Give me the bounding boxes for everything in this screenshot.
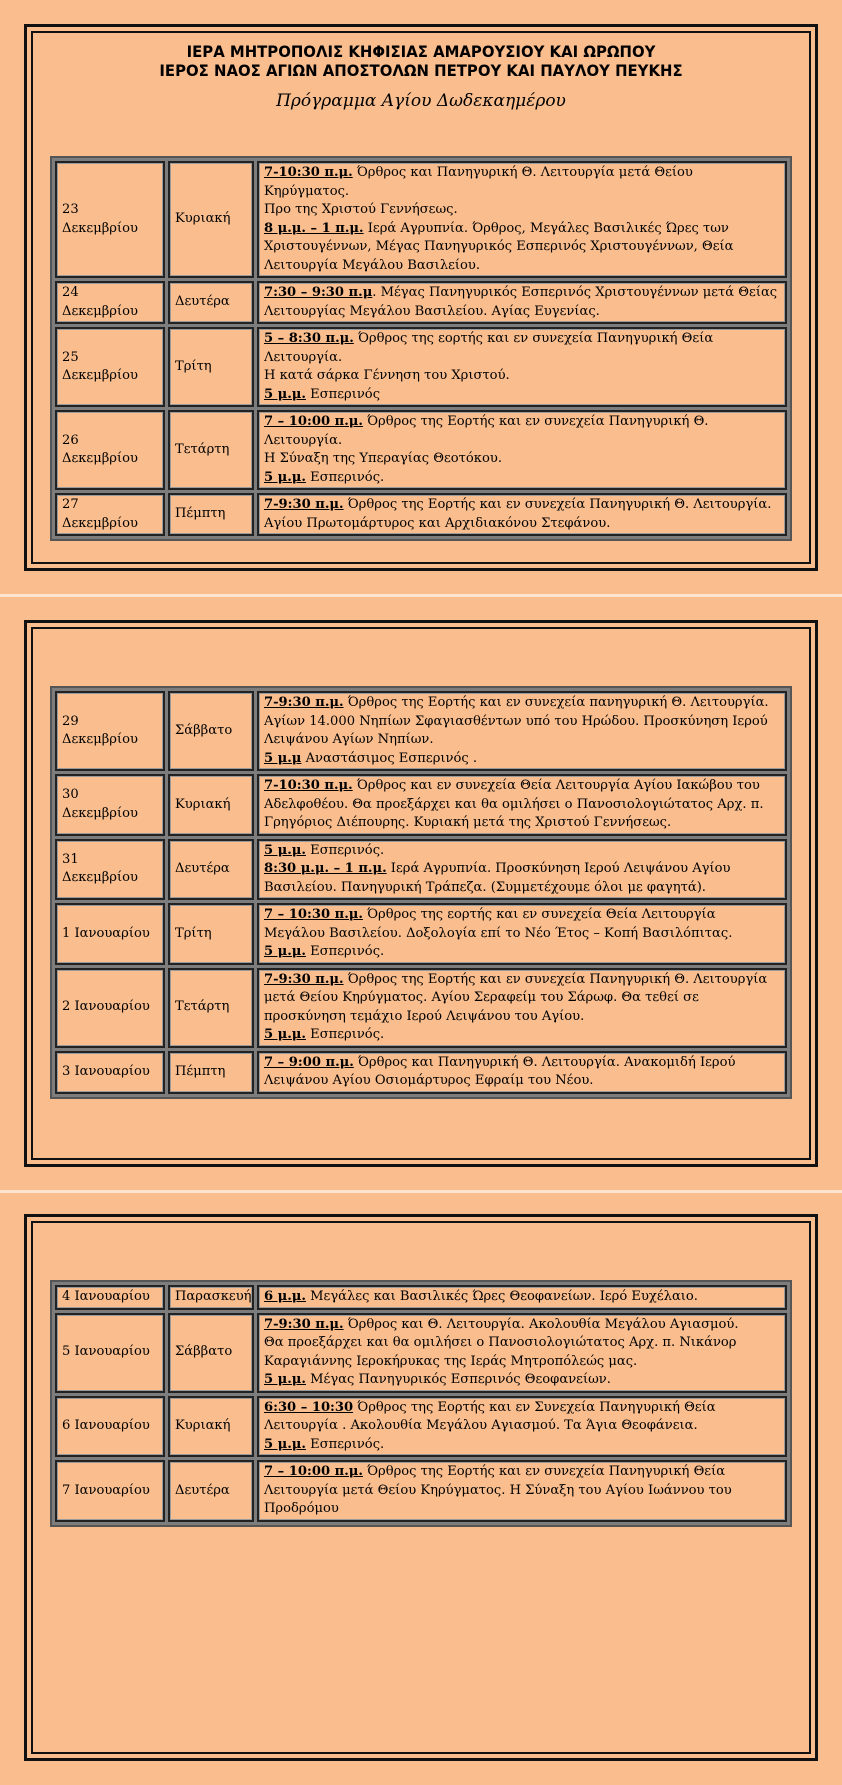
schedule-description	[257, 1396, 787, 1458]
schedule-weekday: Κυριακή	[168, 161, 254, 278]
service-time: 5 μ.μ.	[264, 842, 306, 858]
schedule-row	[55, 493, 787, 536]
church-title: ΙΕΡΟΣ ΝΑΟΣ ΑΓΙΩΝ ΑΠΟΣΤΟΛΩΝ ΠΕΤΡΟΥ ΚΑΙ ΠΑΥΛΟΥ ΠΕΥΚΗΣ	[159, 61, 683, 80]
service-text: Όρθρος της Εορτής και εν συνεχεία Πανηγυρική Θ. Λειτουργία μετά Θείου Κηρύγματος. Αγίου Σεραφείμ του Σάρωφ. Θα τεθεί σε προσκύνηση τεμάχιο Ιερού Λειψάνου του Αγίου.	[264, 971, 768, 1024]
schedule-weekday: Πέμπτη	[168, 493, 254, 536]
service-time: 7-10:30 π.μ.	[264, 165, 353, 180]
schedule-date: 5 Ιανουαρίου	[55, 1313, 165, 1393]
schedule-line	[264, 515, 780, 534]
service-text: Όρθρος και Πανηγυρική Θ. Λειτουργία. Ανακομιδή Ιερού Λειψάνου Αγίου Οσιομάρτυρος Εφραίμ του Νέου.	[264, 1054, 736, 1088]
schedule-table-2	[50, 686, 792, 1099]
service-text: Όρθρος της Εορτής και εν Συνεχεία Πανηγυρική Θεία Λειτουργία . Ακολουθία Μεγάλου Αγιασμού. Τα Άγια Θεοφάνεια.	[264, 1399, 716, 1433]
schedule-row	[55, 1460, 787, 1522]
schedule-row	[55, 281, 787, 324]
schedule-line	[264, 496, 780, 515]
service-time: 5 μ.μ.	[264, 1436, 306, 1452]
schedule-date: 6 Ιανουαρίου	[55, 1396, 165, 1458]
schedule-line	[264, 450, 780, 469]
service-text: Όρθρος και Θ. Λειτουργία. Ακολουθία Μεγάλου Αγιασμού.	[343, 1316, 739, 1332]
schedule-line	[264, 1463, 780, 1519]
service-time: 5 – 8:30 π.μ.	[264, 331, 354, 346]
schedule-line	[264, 694, 780, 713]
service-time: 7 – 10:30 π.μ.	[264, 907, 363, 922]
document-header	[0, 42, 842, 111]
schedule-date: 31 Δεκεμβρίου	[55, 839, 165, 901]
schedule-line	[264, 750, 780, 769]
service-time: 6:30 – 10:30	[264, 1399, 354, 1415]
schedule-row	[55, 839, 787, 901]
schedule-line	[264, 220, 780, 276]
service-text: Όρθρος της Εορτής και εν συνεχεία Πανηγυρική Θ. Λειτουργία.	[264, 414, 709, 448]
schedule-weekday: Σάββατο	[168, 691, 254, 771]
service-time: 7 – 10:00 π.μ.	[264, 414, 363, 429]
service-text: Προ της Χριστού Γεννήσεως.	[264, 202, 458, 217]
schedule-weekday: Τετάρτη	[168, 968, 254, 1048]
service-text: Αγίων 14.000 Νηπίων Σφαγιασθέντων υπό του Ηρώδου. Προσκύνηση Ιερού Λειψάνου Αγίων Νηπίων.	[264, 713, 768, 747]
service-text: Αναστάσιμος Εσπερινός .	[301, 750, 478, 766]
page-separator	[0, 594, 842, 597]
schedule-weekday: Δευτέρα	[168, 839, 254, 901]
schedule-date: 3 Ιανουαρίου	[55, 1051, 165, 1094]
service-time: 5 μ.μ.	[264, 386, 306, 402]
schedule-description	[257, 691, 787, 771]
schedule-row	[55, 1313, 787, 1393]
schedule-date: 30 Δεκεμβρίου	[55, 774, 165, 836]
schedule-weekday: Κυριακή	[168, 1396, 254, 1458]
service-time: 8:30 μ.μ. – 1 π.μ.	[264, 861, 387, 876]
service-text: Όρθρος και εν συνεχεία Θεία Λειτουργία Αγίου Ιακώβου του Αδελφοθέου. Θα προεξάρχει και θα ομιλήσει ο Πανοσιολογιώτατος Αρχ. π. Γρηγόριος Διέπουρης. Κυριακή μετά της Χριστού Γεννήσεως.	[264, 778, 764, 830]
schedule-row	[55, 1285, 787, 1310]
service-time: 5 μ.μ.	[264, 1372, 306, 1387]
schedule-description	[257, 839, 787, 901]
service-time: 5 μ.μ.	[264, 469, 306, 485]
schedule-line	[264, 971, 780, 1027]
schedule-description	[257, 1313, 787, 1393]
schedule-line	[264, 1026, 780, 1045]
service-time: 6 μ.μ.	[264, 1289, 306, 1304]
page-separator	[0, 1190, 842, 1193]
schedule-line	[264, 164, 780, 201]
schedule-row	[55, 774, 787, 836]
schedule-line	[264, 469, 780, 488]
schedule-description	[257, 410, 787, 490]
schedule-weekday: Κυριακή	[168, 774, 254, 836]
schedule-weekday: Σάββατο	[168, 1313, 254, 1393]
service-text: Αγίου Πρωτομάρτυρος και Αρχιδιακόνου Στεφάνου.	[264, 515, 611, 531]
schedule-weekday: Παρασκευή	[168, 1285, 254, 1310]
schedule-date: 29 Δεκεμβρίου	[55, 691, 165, 771]
schedule-weekday: Δευτέρα	[168, 281, 254, 324]
schedule-line	[264, 367, 780, 386]
service-text: Θα προεξάρχει και θα ομιλήσει ο Πανοσιολογιώτατος Αρχ. π. Νικάνορ Καραγιάννης Ιεροκήρυκας της Ιεράς Μητροπόλεώς μας.	[264, 1335, 737, 1369]
schedule-weekday: Δευτέρα	[168, 1460, 254, 1522]
schedule-line	[264, 284, 780, 321]
schedule-row	[55, 691, 787, 771]
schedule-date: 26 Δεκεμβρίου	[55, 410, 165, 490]
schedule-description	[257, 968, 787, 1048]
service-text: Η κατά σάρκα Γέννηση του Χριστού.	[264, 368, 510, 383]
schedule-line	[264, 1054, 780, 1091]
schedule-date: 4 Ιανουαρίου	[55, 1285, 165, 1310]
service-text: Όρθρος της εορτής και εν συνεχεία Θεία Λειτουργία Μεγάλου Βασιλείου. Δοξολογία επί το Νέο Έτος – Κοπή Βασιλόπιτας.	[264, 907, 733, 941]
schedule-weekday: Τρίτη	[168, 903, 254, 965]
schedule-weekday: Πέμπτη	[168, 1051, 254, 1094]
service-text: Εσπερινός	[305, 386, 381, 402]
schedule-date: 24 Δεκεμβρίου	[55, 281, 165, 324]
service-time: 5 μ.μ.	[264, 1027, 306, 1042]
schedule-date: 23 Δεκεμβρίου	[55, 161, 165, 278]
schedule-description	[257, 1460, 787, 1522]
schedule-line	[264, 1436, 780, 1455]
schedule-line	[264, 1288, 780, 1307]
schedule-description	[257, 493, 787, 536]
service-time: 7-9:30 π.μ.	[264, 695, 344, 710]
schedule-row	[55, 1396, 787, 1458]
schedule-row	[55, 1051, 787, 1094]
schedule-description	[257, 161, 787, 278]
metropolis-title: ΙΕΡΑ ΜΗΤΡΟΠΟΛΙΣ ΚΗΦΙΣΙΑΣ ΑΜΑΡΟΥΣΙΟΥ ΚΑΙ ΩΡΩΠΟΥ	[186, 42, 656, 61]
service-time: 7-9:30 π.μ.	[264, 497, 344, 512]
service-text: Ιερά Αγρυπνία. Προσκύνηση Ιερού Λειψάνου Αγίου Βασιλείου. Πανηγυρική Τράπεζα. (Συμμετέχουμε όλοι με φαγητά).	[264, 861, 731, 895]
service-text: Ιερά Αγρυπνία. Όρθρος, Μεγάλες Βασιλικές Ώρες των Χριστουγέννων, Μέγας Πανηγυρικός Εσπερινός Χριστουγέννων, Θεία Λειτουργία Μεγάλου Βασιλείου.	[264, 220, 734, 273]
service-time: 5 μ.μ	[264, 750, 302, 766]
schedule-date: 7 Ιανουαρίου	[55, 1460, 165, 1522]
service-text: Όρθρος της Εορτής και εν συνεχεία Πανηγυρική Θεία Λειτουργία μετά Θείου Κηρύγματος. Η Σύναξη του Αγίου Ιωάννου του Προδρόμου	[264, 1464, 732, 1516]
service-text: Όρθρος και Πανηγυρική Θ. Λειτουργία μετά Θείου Κηρύγματος.	[264, 165, 693, 199]
schedule-line	[264, 842, 780, 861]
schedule-row	[55, 410, 787, 490]
schedule-description	[257, 281, 787, 324]
schedule-line	[264, 330, 780, 367]
schedule-line	[264, 386, 780, 405]
service-text: Εσπερινός.	[305, 944, 385, 959]
schedule-description	[257, 903, 787, 965]
schedule-line	[264, 1316, 780, 1335]
schedule-weekday: Τρίτη	[168, 327, 254, 407]
service-text: Η Σύναξη της Υπεραγίας Θεοτόκου.	[264, 451, 502, 466]
service-text: Εσπερινός.	[305, 842, 385, 858]
service-time: 7:30 – 9:30 π.μ	[264, 285, 373, 300]
service-text: Μεγάλες και Βασιλικές Ώρες Θεοφανείων. Ιερό Ευχέλαιο.	[305, 1289, 698, 1304]
service-text: Εσπερινός.	[305, 1027, 385, 1042]
schedule-line	[264, 860, 780, 897]
service-text: Όρθρος της Εορτής και εν συνεχεία Πανηγυρική Θ. Λειτουργία.	[343, 497, 772, 512]
service-time: 7-9:30 π.μ.	[264, 971, 344, 987]
schedule-line	[264, 1334, 780, 1371]
schedule-row	[55, 968, 787, 1048]
program-subtitle: Πρόγραμμα Αγίου Δωδεκαημέρου	[276, 91, 566, 111]
service-time: 7 – 9:00 π.μ.	[264, 1054, 354, 1070]
schedule-line	[264, 1399, 780, 1436]
schedule-row	[55, 903, 787, 965]
schedule-line	[264, 201, 780, 220]
schedule-line	[264, 713, 780, 750]
service-text: Όρθρος της Εορτής και εν συνεχεία πανηγυρική Θ. Λειτουργία.	[343, 695, 769, 710]
schedule-description	[257, 1285, 787, 1310]
schedule-date: 2 Ιανουαρίου	[55, 968, 165, 1048]
schedule-line	[264, 413, 780, 450]
schedule-row	[55, 327, 787, 407]
schedule-date: 1 Ιανουαρίου	[55, 903, 165, 965]
schedule-table-3	[50, 1280, 792, 1527]
schedule-line	[264, 1371, 780, 1390]
service-time: 7 – 10:00 π.μ.	[264, 1464, 363, 1479]
schedule-line	[264, 777, 780, 833]
schedule-table-1	[50, 156, 792, 541]
service-text: Μέγας Πανηγυρικός Εσπερινός Θεοφανείων.	[305, 1372, 611, 1387]
schedule-date: 25 Δεκεμβρίου	[55, 327, 165, 407]
service-time: 5 μ.μ.	[264, 944, 306, 959]
schedule-description	[257, 774, 787, 836]
service-text: Εσπερινός.	[305, 1436, 385, 1452]
schedule-description	[257, 327, 787, 407]
service-text: Εσπερινός.	[305, 469, 385, 485]
service-time: 8 μ.μ. – 1 π.μ.	[264, 220, 364, 236]
schedule-description	[257, 1051, 787, 1094]
service-time: 7-10:30 π.μ.	[264, 778, 353, 793]
service-text: Όρθρος της εορτής και εν συνεχεία Πανηγυρική Θεία Λειτουργία.	[264, 331, 714, 365]
schedule-line	[264, 906, 780, 943]
schedule-line	[264, 943, 780, 962]
schedule-date: 27 Δεκεμβρίου	[55, 493, 165, 536]
schedule-weekday: Τετάρτη	[168, 410, 254, 490]
service-time: 7-9:30 π.μ.	[264, 1316, 344, 1332]
service-text: . Μέγας Πανηγυρικός Εσπερινός Χριστουγέννων μετά Θείας Λειτουργίας Μεγάλου Βασιλείου. Αγίας Ευγενίας.	[264, 285, 778, 319]
schedule-row	[55, 161, 787, 278]
